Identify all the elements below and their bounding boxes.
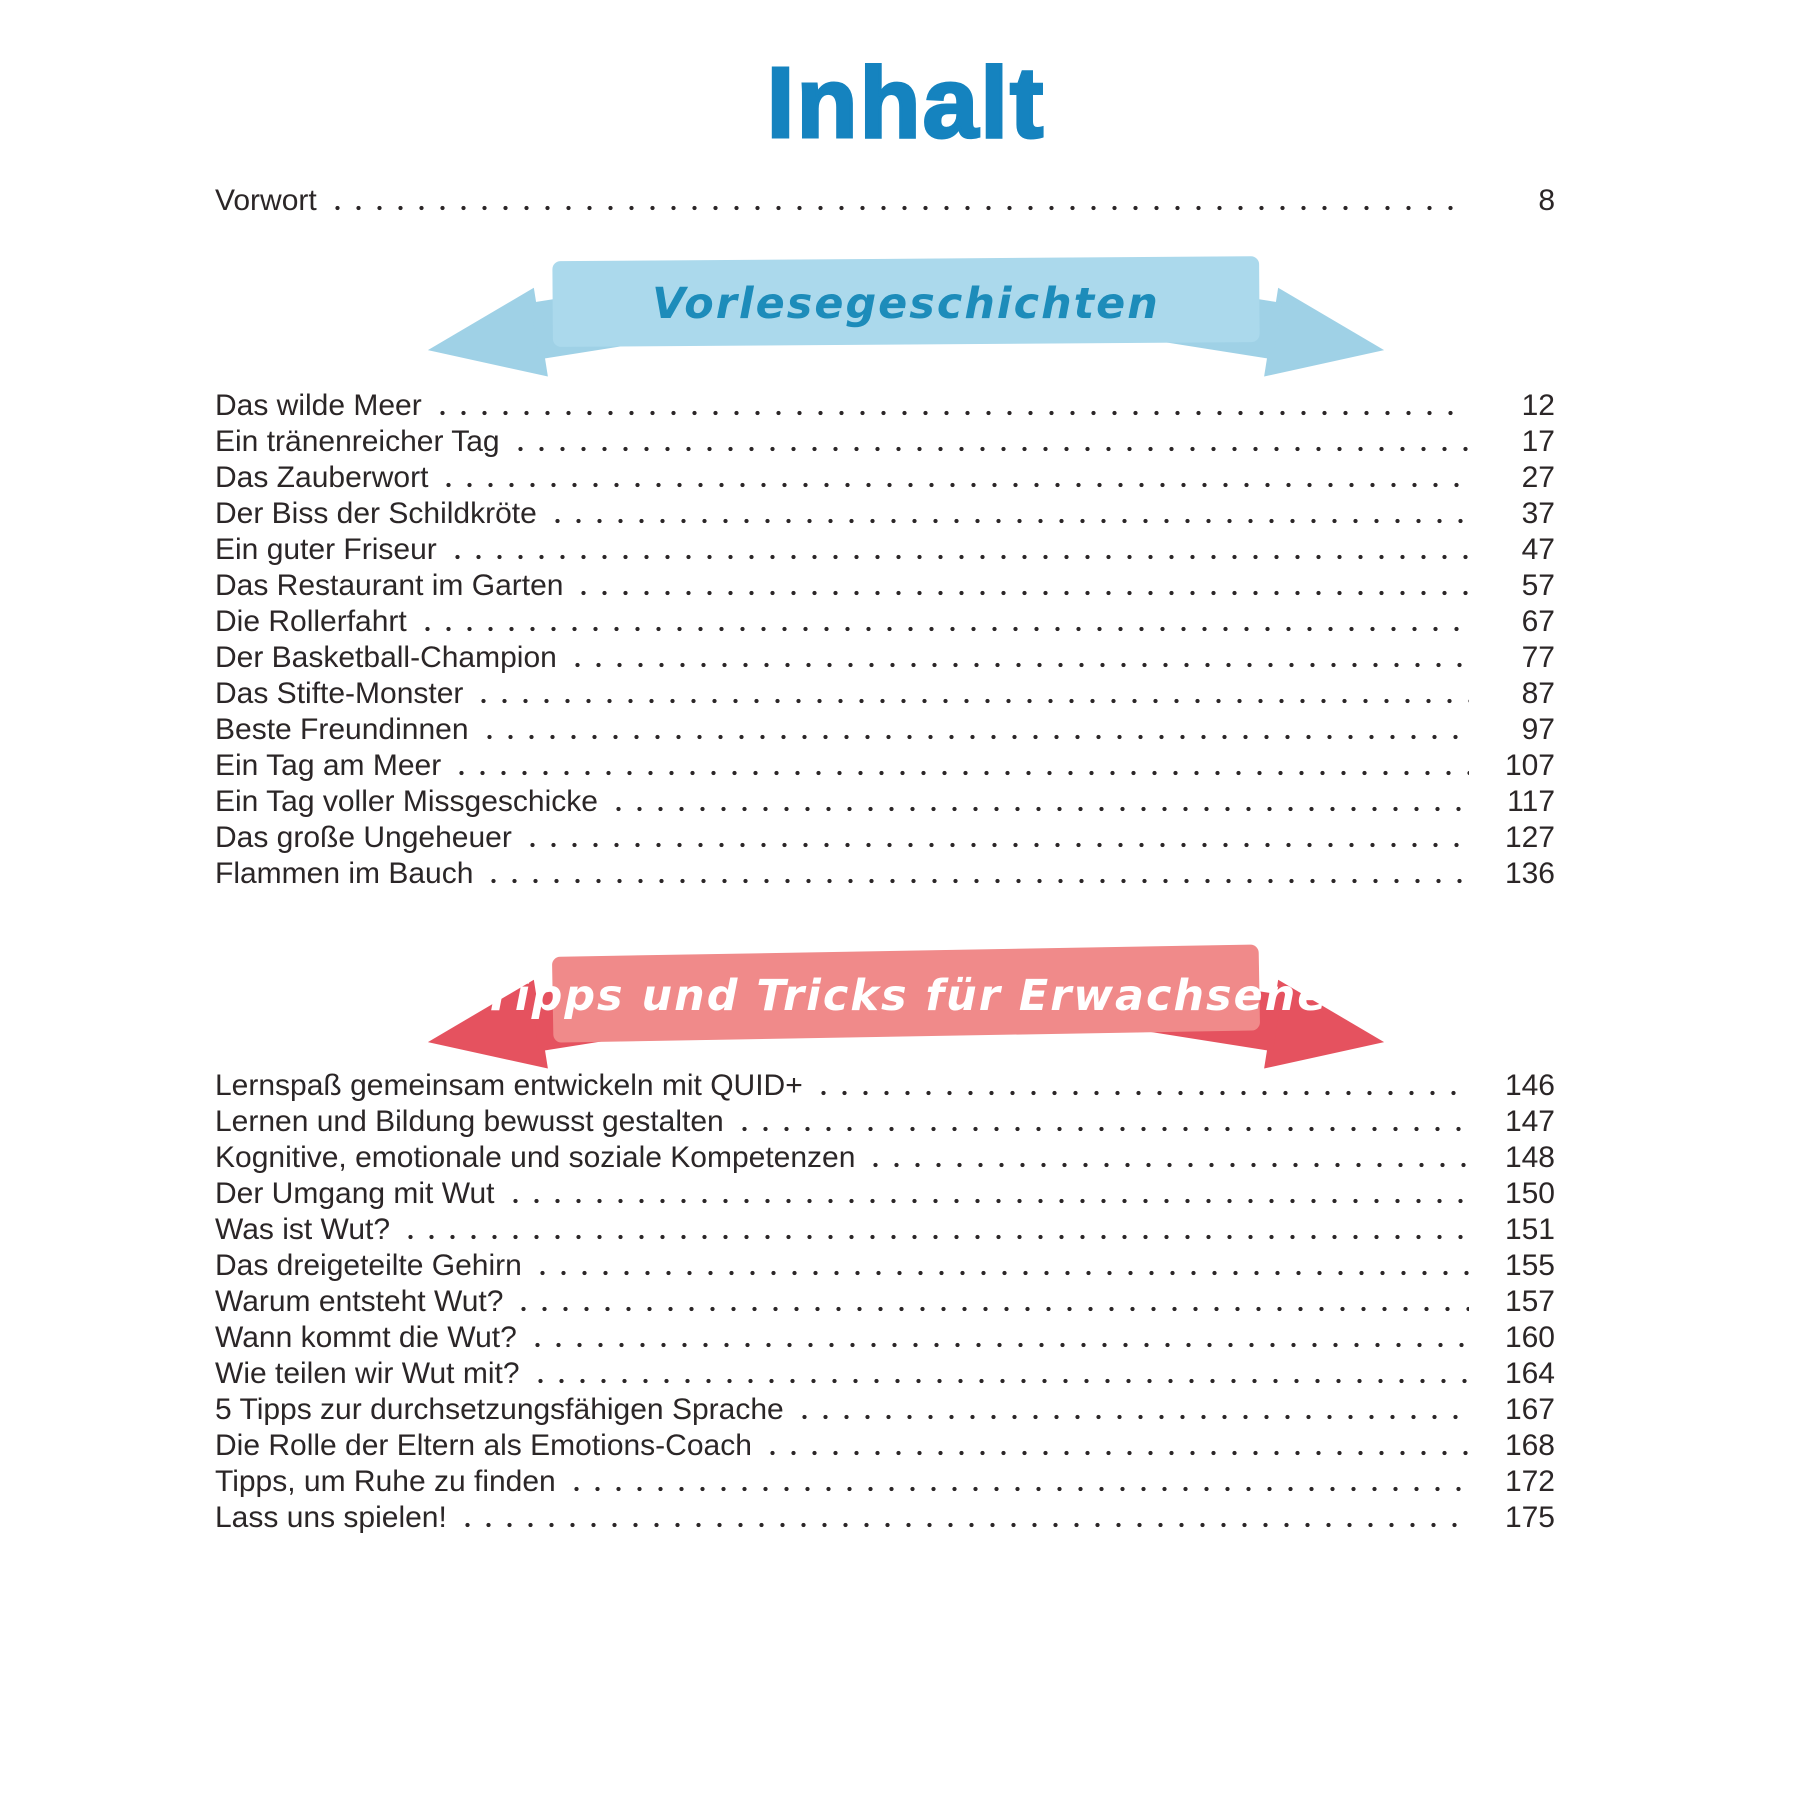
toc-dot-leader	[547, 501, 1469, 531]
toc-page-number: 155	[1504, 1249, 1555, 1282]
toc-page-number: 67	[1521, 605, 1555, 638]
toc-dot-leader	[527, 1325, 1469, 1355]
toc-page-number: 168	[1504, 1429, 1555, 1462]
toc-dot-leader	[473, 681, 1469, 711]
toc-row-vorwort[interactable]	[215, 182, 1555, 218]
toc-dot-leader	[762, 1433, 1469, 1463]
toc-dot-leader	[513, 1289, 1469, 1319]
toc-dot-leader	[608, 789, 1469, 819]
toc-entry-label: Was ist Wut?	[215, 1213, 391, 1246]
toc-page-number: 57	[1521, 569, 1555, 602]
toc-row[interactable]	[215, 495, 1555, 531]
toc-dot-leader	[510, 429, 1469, 459]
toc-page-number: 148	[1504, 1141, 1555, 1174]
toc-row[interactable]	[215, 603, 1555, 639]
toc-entry-label: Beste Freundinnen	[215, 713, 469, 746]
toc-dot-leader	[400, 1217, 1469, 1247]
toc-row[interactable]	[215, 747, 1555, 783]
toc-entry-label: Warum entsteht Wut?	[215, 1285, 504, 1318]
toc-entry-label: Tipps, um Ruhe zu finden	[215, 1465, 556, 1498]
toc-dot-leader	[794, 1397, 1469, 1427]
toc-entry-label: Der Umgang mit Wut	[215, 1177, 495, 1210]
toc-dot-leader	[566, 1469, 1469, 1499]
toc-page-number: 127	[1504, 821, 1555, 854]
toc-page-number: 47	[1521, 533, 1555, 566]
toc-dot-leader	[865, 1145, 1469, 1175]
toc-entry-label: Ein Tag voller Missgeschicke	[215, 785, 598, 818]
toc-row[interactable]	[215, 567, 1555, 603]
toc-row[interactable]	[215, 1211, 1555, 1247]
toc-entry-label: Der Basketball-Champion	[215, 641, 557, 674]
toc-dot-leader	[483, 861, 1469, 891]
toc-page-number: 167	[1504, 1393, 1555, 1426]
toc-dot-leader	[417, 609, 1469, 639]
toc-row[interactable]	[215, 1067, 1555, 1103]
toc-entry-label: Vorwort	[215, 184, 317, 217]
preface-block	[215, 182, 1555, 218]
toc-page-number: 87	[1521, 677, 1555, 710]
toc-page-number: 151	[1504, 1213, 1555, 1246]
toc-row[interactable]	[215, 855, 1555, 891]
toc-row[interactable]	[215, 783, 1555, 819]
toc-list-vorlesegeschichten	[215, 387, 1555, 891]
toc-dot-leader	[522, 825, 1469, 855]
toc-page-number: 17	[1521, 425, 1555, 458]
toc-dot-leader	[447, 537, 1469, 567]
banner-label: Tipps und Tricks für Erwachsene	[483, 970, 1329, 1021]
banner-tipps-und-tricks	[426, 938, 1386, 1088]
toc-dot-leader	[438, 465, 1469, 495]
toc-page-number: 97	[1521, 713, 1555, 746]
toc-entry-label: 5 Tipps zur durchsetzungsfähigen Sprache	[215, 1393, 784, 1426]
toc-page-number: 117	[1507, 785, 1555, 818]
toc-row[interactable]	[215, 1355, 1555, 1391]
toc-dot-leader	[813, 1073, 1469, 1103]
toc-page-number: 160	[1504, 1321, 1555, 1354]
toc-entry-label: Das Stifte-Monster	[215, 677, 464, 710]
toc-page-number: 157	[1504, 1285, 1555, 1318]
banner-label: Vorlesegeschichten	[652, 278, 1160, 329]
toc-entry-label: Flammen im Bauch	[215, 857, 474, 890]
toc-row[interactable]	[215, 1499, 1555, 1535]
toc-dot-leader	[532, 1253, 1469, 1283]
toc-dot-leader	[567, 645, 1469, 675]
toc-dot-leader	[734, 1109, 1469, 1139]
toc-entry-label: Die Rolle der Eltern als Emotions-Coach	[215, 1429, 752, 1462]
toc-entry-label: Die Rollerfahrt	[215, 605, 407, 638]
toc-page-number: 164	[1504, 1357, 1555, 1390]
toc-row[interactable]	[215, 1427, 1555, 1463]
toc-page-number: 27	[1521, 461, 1555, 494]
toc-dot-leader	[479, 717, 1469, 747]
toc-entry-label: Ein Tag am Meer	[215, 749, 442, 782]
toc-dot-leader	[573, 573, 1469, 603]
toc-entry-label: Das wilde Meer	[215, 389, 422, 422]
toc-entry-label: Das Restaurant im Garten	[215, 569, 564, 602]
toc-entry-label: Ein guter Friseur	[215, 533, 437, 566]
toc-page-number: 107	[1504, 749, 1555, 782]
toc-entry-label: Lernen und Bildung bewusst gestalten	[215, 1105, 724, 1138]
toc-row[interactable]	[215, 1175, 1555, 1211]
toc-entry-label: Das Zauberwort	[215, 461, 429, 494]
toc-entry-label: Kognitive, emotionale und soziale Kompetenzen	[215, 1141, 856, 1174]
toc-row[interactable]	[215, 1283, 1555, 1319]
toc-row[interactable]	[215, 531, 1555, 567]
toc-dot-leader	[327, 188, 1469, 218]
banner-fold-hatch	[665, 1036, 1175, 1058]
toc-entry-label: Wie teilen wir Wut mit?	[215, 1357, 520, 1390]
toc-row[interactable]	[215, 1319, 1555, 1355]
toc-row[interactable]	[215, 1103, 1555, 1139]
toc-page-number: 8	[1538, 184, 1555, 217]
toc-page-number: 150	[1504, 1177, 1555, 1210]
toc-dot-leader	[505, 1181, 1469, 1211]
toc-page-number: 136	[1504, 857, 1555, 890]
ribbon-banner-graphic	[426, 246, 1386, 396]
toc-entry-label: Das dreigeteilte Gehirn	[215, 1249, 522, 1282]
toc-row[interactable]	[215, 819, 1555, 855]
toc-row[interactable]	[215, 423, 1555, 459]
toc-list-tipps-und-tricks	[215, 1067, 1555, 1535]
toc-row[interactable]	[215, 711, 1555, 747]
toc-page-number: 77	[1521, 641, 1555, 674]
toc-dot-leader	[530, 1361, 1469, 1391]
toc-dot-leader	[457, 1505, 1469, 1535]
banner-fold-hatch	[665, 344, 1175, 366]
toc-row[interactable]	[215, 1247, 1555, 1283]
toc-page-number: 37	[1521, 497, 1555, 530]
toc-page-number: 147	[1504, 1105, 1555, 1138]
toc-page-number: 172	[1504, 1465, 1555, 1498]
toc-page-number: 175	[1504, 1501, 1555, 1534]
toc-dot-leader	[451, 753, 1469, 783]
toc-entry-label: Lass uns spielen!	[215, 1501, 447, 1534]
banner-vorlesegeschichten	[426, 246, 1386, 396]
toc-entry-label: Das große Ungeheuer	[215, 821, 512, 854]
toc-dot-leader	[432, 393, 1469, 423]
toc-row[interactable]	[215, 387, 1555, 423]
toc-page-number: 12	[1521, 389, 1555, 422]
toc-row[interactable]	[215, 1463, 1555, 1499]
toc-row[interactable]	[215, 639, 1555, 675]
toc-entry-label: Ein tränenreicher Tag	[215, 425, 500, 458]
toc-row[interactable]	[215, 1139, 1555, 1175]
toc-row[interactable]	[215, 459, 1555, 495]
page-title: Inhalt	[766, 47, 1046, 159]
toc-entry-label: Der Biss der Schildkröte	[215, 497, 537, 530]
ribbon-banner-graphic	[426, 938, 1386, 1088]
toc-page-number: 146	[1504, 1069, 1555, 1102]
toc-row[interactable]	[215, 1391, 1555, 1427]
toc-entry-label: Lernspaß gemeinsam entwickeln mit QUID+	[215, 1069, 803, 1102]
toc-row[interactable]	[215, 675, 1555, 711]
toc-entry-label: Wann kommt die Wut?	[215, 1321, 517, 1354]
